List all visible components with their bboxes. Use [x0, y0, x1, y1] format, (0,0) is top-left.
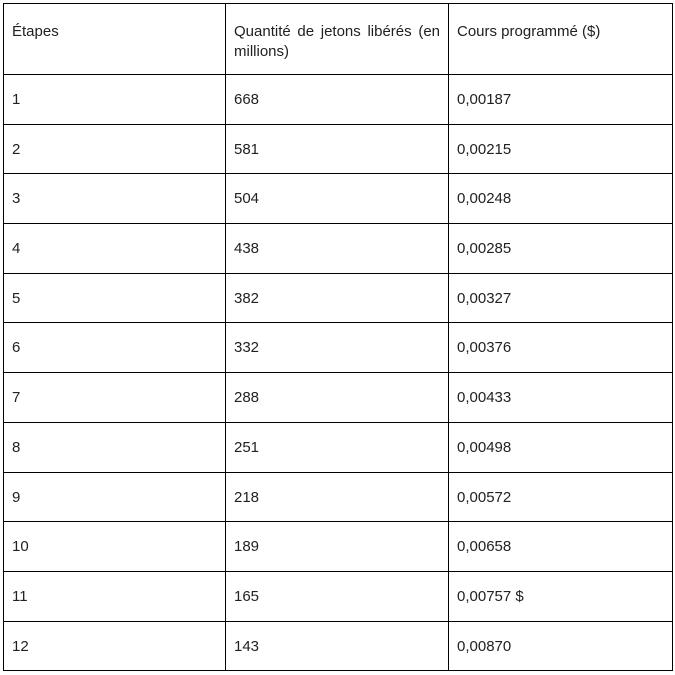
- cell-step: 7: [4, 373, 226, 423]
- cell-quantity: 143: [226, 621, 449, 671]
- cell-price: 0,00572: [449, 472, 673, 522]
- cell-quantity: 251: [226, 422, 449, 472]
- cell-step: 1: [4, 75, 226, 125]
- cell-quantity: 438: [226, 224, 449, 274]
- cell-quantity: 382: [226, 273, 449, 323]
- cell-quantity: 218: [226, 472, 449, 522]
- cell-step: 2: [4, 124, 226, 174]
- cell-step: 4: [4, 224, 226, 274]
- cell-price: 0,00248: [449, 174, 673, 224]
- cell-quantity: 165: [226, 571, 449, 621]
- table-row: [4, 621, 673, 671]
- table-row: [4, 75, 673, 125]
- cell-quantity: 288: [226, 373, 449, 423]
- cell-price: 0,00498: [449, 422, 673, 472]
- table-row: [4, 323, 673, 373]
- cell-quantity: 332: [226, 323, 449, 373]
- cell-step: 5: [4, 273, 226, 323]
- header-cell-token-quantity: Quantité de jetons libérés (en millions): [226, 4, 449, 75]
- cell-price: 0,00870: [449, 621, 673, 671]
- cell-quantity: 581: [226, 124, 449, 174]
- cell-step: 3: [4, 174, 226, 224]
- header-cell-scheduled-price: Cours programmé ($): [449, 4, 673, 75]
- cell-quantity: 189: [226, 522, 449, 572]
- cell-price: 0,00187: [449, 75, 673, 125]
- cell-step: 9: [4, 472, 226, 522]
- cell-price: 0,00658: [449, 522, 673, 572]
- cell-price: 0,00215: [449, 124, 673, 174]
- table-row: [4, 124, 673, 174]
- cell-price: 0,00757 $: [449, 571, 673, 621]
- cell-step: 6: [4, 323, 226, 373]
- cell-step: 10: [4, 522, 226, 572]
- table-row: [4, 571, 673, 621]
- table-row: [4, 522, 673, 572]
- table-row: [4, 174, 673, 224]
- cell-step: 11: [4, 571, 226, 621]
- cell-price: 0,00376: [449, 323, 673, 373]
- cell-price: 0,00327: [449, 273, 673, 323]
- table-row: [4, 373, 673, 423]
- token-release-table: [3, 3, 673, 671]
- header-row: [4, 4, 673, 75]
- cell-quantity: 504: [226, 174, 449, 224]
- cell-step: 8: [4, 422, 226, 472]
- cell-price: 0,00433: [449, 373, 673, 423]
- table-row: [4, 224, 673, 274]
- table-row: [4, 422, 673, 472]
- header-cell-steps: Étapes: [4, 4, 226, 75]
- table-row: [4, 273, 673, 323]
- cell-price: 0,00285: [449, 224, 673, 274]
- cell-step: 12: [4, 621, 226, 671]
- table-row: [4, 472, 673, 522]
- cell-quantity: 668: [226, 75, 449, 125]
